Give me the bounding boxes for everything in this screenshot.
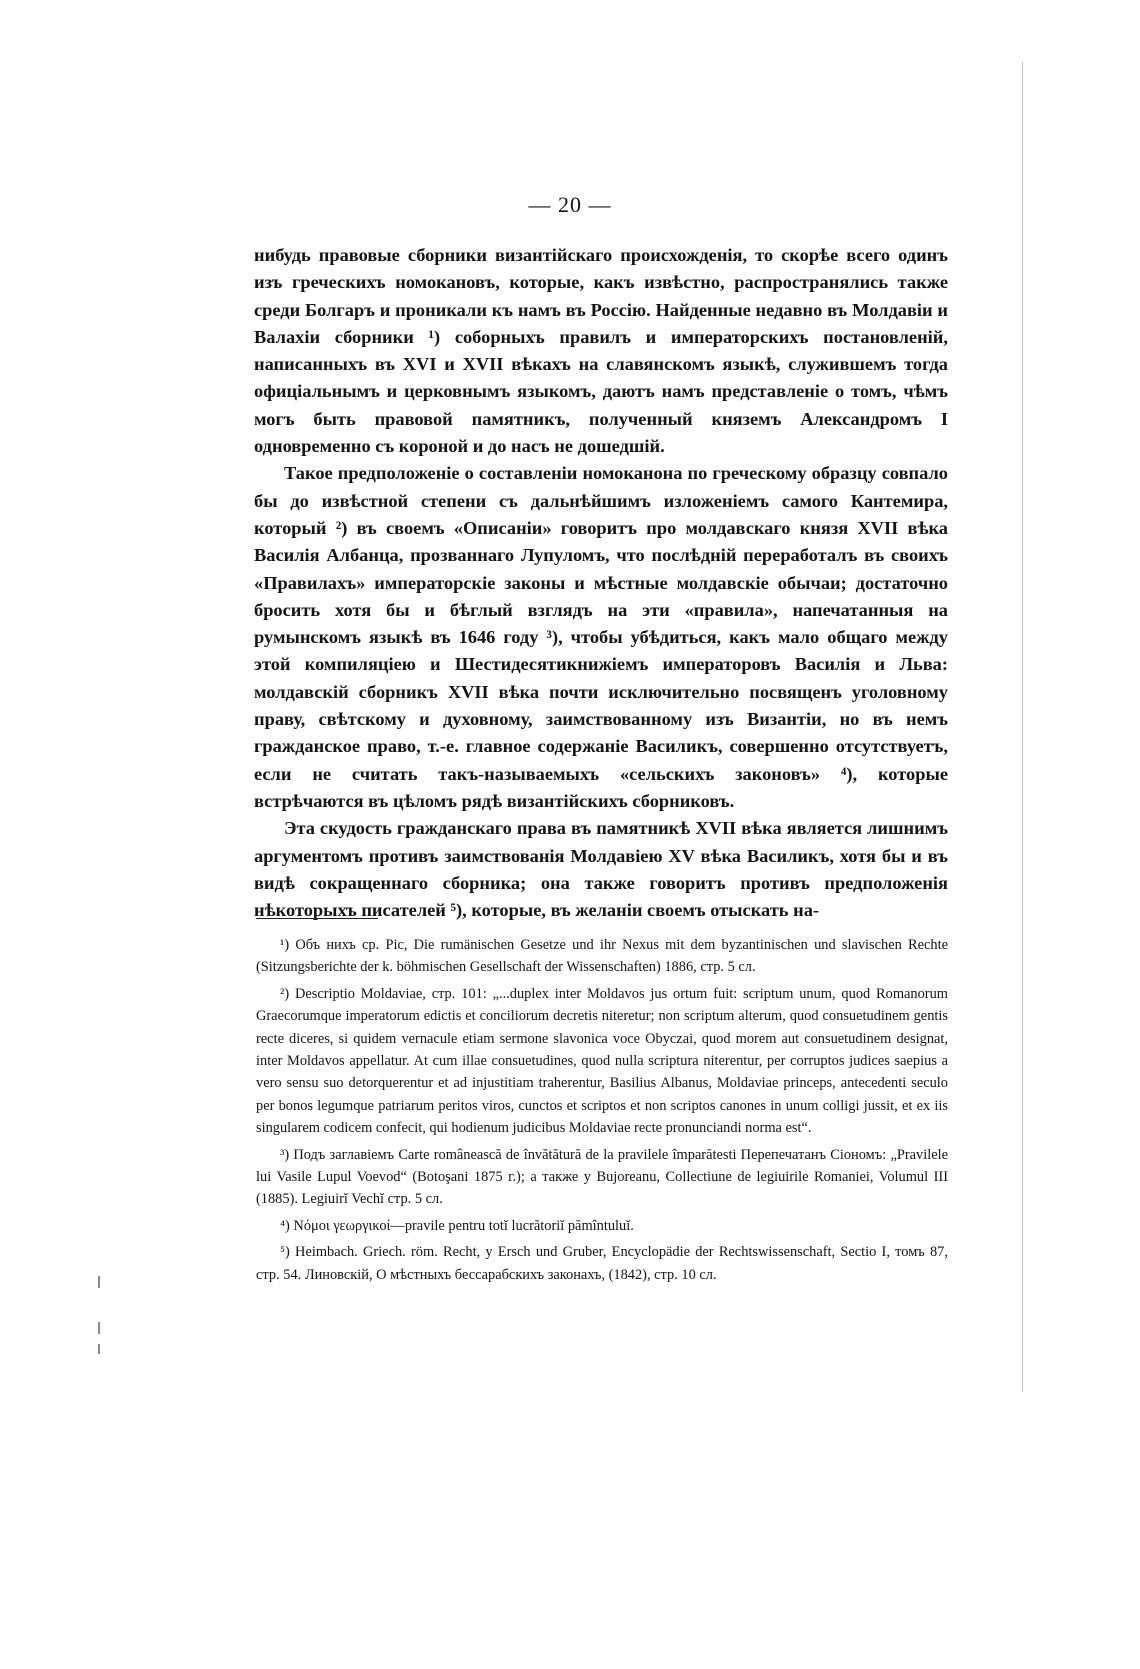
paragraph: Эта скудость гражданскаго права въ памятникѣ XVII вѣка является лишнимъ аргументомъ противъ заимствованія Молдавіею XV вѣка Василикъ, хотя бы и въ видѣ сокращеннаго сборника; она также говоритъ противъ предположенія нѣкоторыхъ писателей ⁵), которые, въ желаніи своемъ отыскать на-: [254, 818, 948, 921]
footnote-mark: ²): [280, 985, 290, 1002]
footnote-separator: [256, 918, 378, 919]
footnote-mark: ³): [280, 1146, 290, 1163]
paragraph: нибудь правовые сборники византійскаго происхожденія, то скорѣе всего одинъ изъ греческихъ номокановъ, которые, какъ извѣстно, распространялись также среди Болгаръ и проникали къ намъ въ Россію. Найденные недавно въ Молдавіи и Валахіи сборники ¹) соборныхъ правилъ и императорскихъ постановленій, написанныхъ въ XVI и XVII вѣкахъ на славянскомъ языкѣ, служившемъ тогда офиціальнымъ и церковнымъ языкомъ, даютъ намъ представленіе о томъ, чѣмъ могъ быть правовой памятникъ, полученный княземъ Александромъ I одновременно съ короной и до насъ не дошедшій.: [254, 245, 948, 457]
footnote-text: Объ нихъ ср. Pic, Die rumänischen Gesetze und ihr Nexus mit dem byzantinischen und slavischen Rechte (Sitzungsberichte der k. böhmischen Gesellschaft der Wissenschaften) 1886, стр. 5 сл.: [256, 937, 948, 976]
footnote-mark: ⁴): [280, 1217, 290, 1234]
page-number: — 20 —: [528, 192, 612, 217]
margin-speck: [98, 1276, 100, 1288]
footnote: [256, 1215, 948, 1237]
footnote-text: Подъ заглавіемъ Carte românească de învătătură de la pravilele împarătesti Перепечатанъ Сіономъ: „Pravilele lui Vasile Lupul Voevod“ (Botoşani 1875 г.); а также у Bujoreanu, Collectiune de legiuirile Romaniei, Volumul III (1885). Legiuirĭ Vechĭ стр. 5 сл.: [256, 1146, 948, 1208]
footnotes: [256, 934, 948, 1290]
footnote: [256, 1144, 948, 1211]
margin-speck: [98, 1322, 100, 1334]
main-text: [254, 242, 948, 924]
paragraph: Такое предположеніе о составленіи номоканона по греческому образцу совпало бы до извѣстной степени съ дальнѣйшимъ изложеніемъ самого Кантемира, который ²) въ своемъ «Описаніи» говоритъ про молдавскаго князя XVII вѣка Василія Албанца, прозваннаго Лупуломъ, что послѣдній переработалъ въ своихъ «Правилахъ» императорскіе законы и мѣстные молдавскіе обычаи; достаточно бросить хотя бы и бѣглый взглядъ на эти «правила», напечатанныя на румынскомъ языкѣ въ 1646 году ³), чтобы убѣдиться, какъ мало общаго между этой компиляціею и Шестидесятикнижіемъ императоровъ Василія и Льва: молдавскій сборникъ XVII вѣка почти исключительно посвященъ уголовному праву, свѣтскому и духовному, заимствованному изъ Византіи, но въ немъ гражданское право, т.-е. главное содержаніе Василикъ, совершенно отсутствуетъ, если не считать такъ-называемыхъ «сельскихъ законовъ» ⁴), которые встрѣчаются въ цѣломъ рядѣ византійскихъ сборниковъ.: [254, 463, 948, 811]
page-edge-shadow: [1022, 62, 1023, 1392]
footnote: [256, 983, 948, 1140]
footnote-text: Heimbach. Griech. röm. Recht, у Ersch und Gruber, Encyclopädie der Rechtswissenschaft, Sectio I, томъ 87, стр. 54. Линовскій, О мѣстныхъ бессарабскихъ законахъ, (1842), стр. 10 сл.: [256, 1244, 948, 1283]
margin-speck: [98, 1344, 100, 1354]
footnote: [256, 934, 948, 979]
footnote-mark: ⁵): [280, 1244, 290, 1261]
footnote: [256, 1241, 948, 1286]
footnote-text: Descriptio Moldaviae, стр. 101: „...duplex inter Moldavos jus ortum fuit: scriptum unum, quod Romanorum Graecorumque imperatorum edictis et conciliorum decretis niteretur; non scriptum alterum, quod consuetudinem gentis recte diceres, si quidem vernacule etiam sermone slavonica voce Obyczai, quod morem aut consuetudinem designat, inter Moldavos appellatur. At cum illae consuetudines, quod nulla scriptura niterentur, per corruptos judices saepius a vero sensu suo detorquerentur et ad injustitiam traherentur, Basilius Albanus, Moldaviae princeps, antecedenti seculo per bonos legumque patriarum peritos viros, cunctos et scriptos et non scriptos canones in unum colligi jussit, et ex iis singularem codicem confecit, qui hodienum judicibus Moldaviae recte pronunciandi norma est“.: [256, 985, 948, 1137]
footnote-text: Νόμοι γεωργικοί—pravile pentru totĭ lucrătoriĭ pămîntuluĭ.: [293, 1217, 634, 1234]
footnote-mark: ¹): [280, 937, 290, 953]
